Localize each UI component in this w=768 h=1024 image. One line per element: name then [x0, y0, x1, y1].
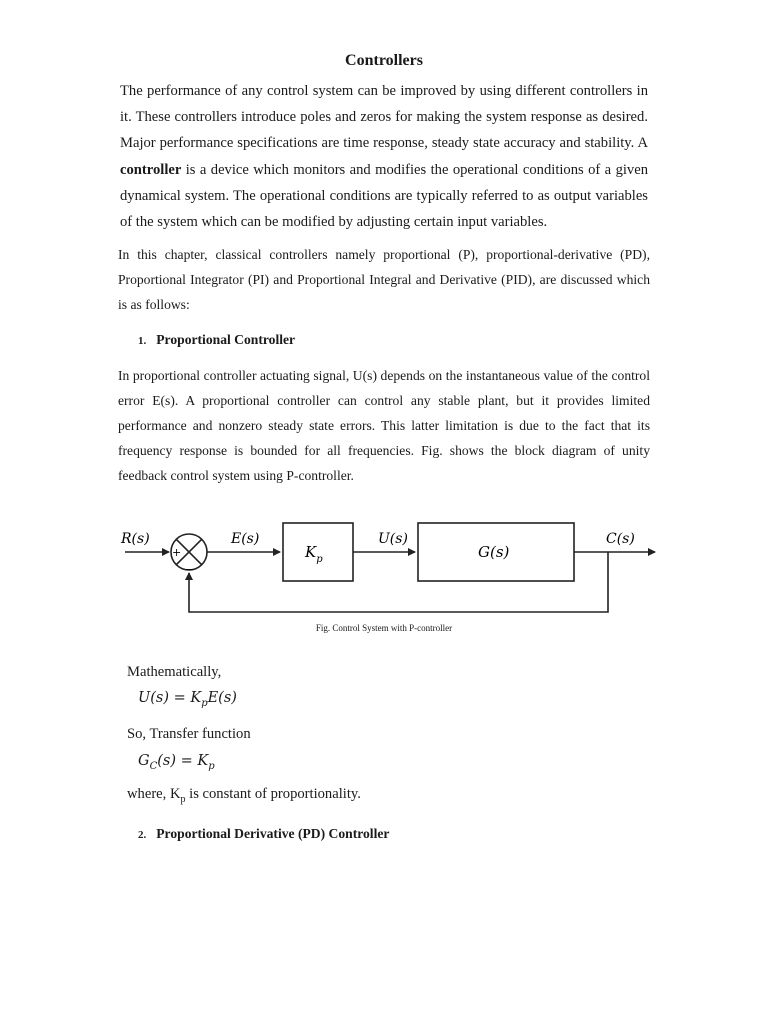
controller-block [283, 523, 353, 581]
plus-sign: + [172, 546, 182, 559]
section-1-title: Proportional Controller [156, 332, 296, 347]
intro-text-2: is a device which monitors and modifies the operational conditions of a given dynamical system. The operational conditions are typically referred to as output variables of the system which can be modified by adjusting certain input variables. [120, 161, 648, 231]
intro-text-1: The performance of any control system can be improved by using different controllers in it. These controllers introduce poles and zeros for making the system response as desired. Major performance specifications are time response, steady state accuracy and stability. A [120, 83, 648, 152]
equation-1: $U(s) = K_pE(s)$ [138, 690, 237, 709]
page-title: Controllers [345, 52, 423, 69]
section-1-number: 1. [138, 335, 147, 347]
feedback-path [189, 552, 608, 612]
where-statement: where, $K_p$ is constant of proportionality. [127, 786, 361, 805]
intro-paragraph [120, 78, 648, 235]
section-2-heading [138, 826, 389, 842]
chapter-paragraph: In this chapter, classical controllers namely proportional (P), proportional-derivative (PD), Proportional Integrator (PI) and Proportional Integral and Derivative (PID), are discussed which is as follows: [118, 247, 650, 312]
output-label: C(s) [606, 531, 635, 547]
section-1-heading [138, 332, 295, 348]
error-label: E(s) [231, 531, 260, 547]
intro-bold-term: controller [120, 161, 182, 178]
section-2-title: Proportional Derivative (PD) Controller [156, 826, 390, 841]
input-label: R(s) [121, 531, 150, 547]
section-2-number: 2. [138, 829, 147, 841]
section-1-paragraph: In proportional controller actuating signal, U(s) depends on the instantaneous value of the control error E(s). A proportional controller can control any stable plant, but it provides limited performance and nonzero steady state errors. This latter limitation is due to the fact that its frequency response is bounded for all frequencies. Fig. shows the block diagram of unity feedback control system using P-controller. [118, 368, 650, 483]
equation-2: $G_C(s) = K_p$ [138, 753, 215, 772]
mathematically-label: Mathematically, [127, 664, 222, 680]
control-label: U(s) [378, 531, 408, 547]
figure-caption: Fig. Control System with P-controller [315, 623, 453, 633]
plant-label: G(s) [478, 543, 510, 561]
transfer-function-label: So, Transfer function [127, 726, 251, 742]
block-diagram [115, 515, 660, 620]
controller-label: $K_p$ [305, 543, 323, 565]
minus-sign: − [185, 563, 195, 576]
